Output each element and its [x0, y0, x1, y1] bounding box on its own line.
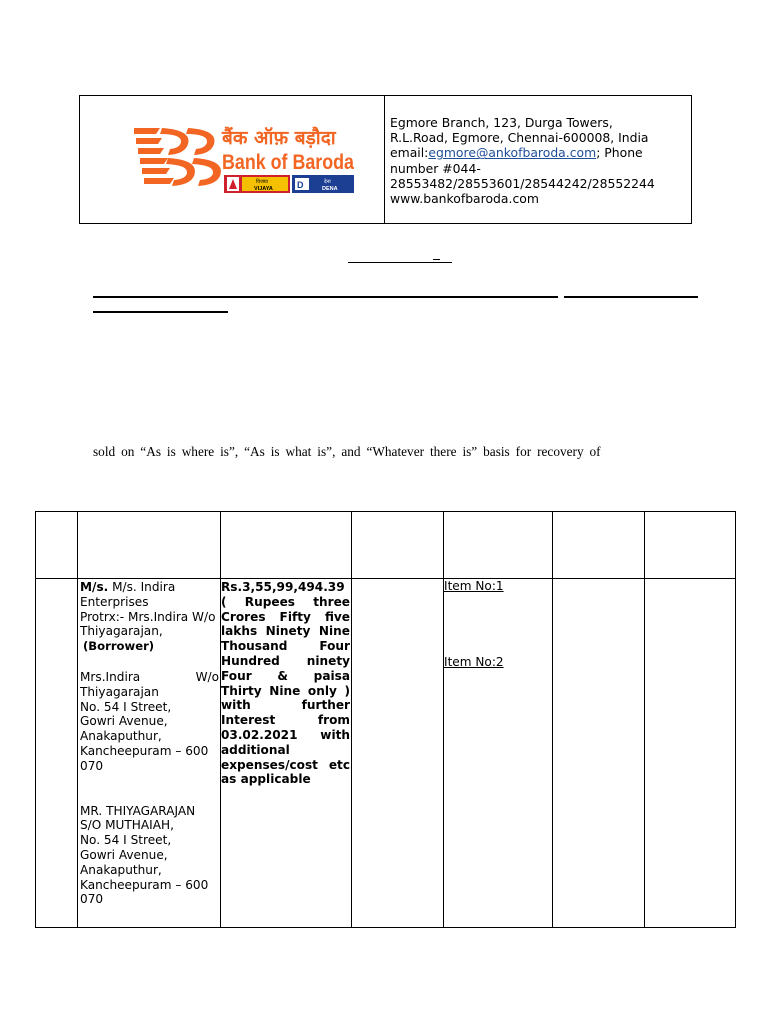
table-header-cell	[36, 512, 78, 579]
email-link[interactable]: egmore@ankofbaroda.com	[428, 145, 597, 161]
table-header-cell	[444, 512, 553, 579]
branch-address	[390, 115, 690, 206]
table-header-row	[36, 512, 736, 579]
table-header-cell	[78, 512, 221, 579]
address-2-line-3: Anakaputhur,	[80, 862, 162, 877]
empty-cell	[645, 579, 736, 928]
heading-underline-1	[93, 296, 558, 298]
bank-of-baroda-logo	[130, 124, 370, 199]
auction-table	[35, 511, 736, 928]
dena-hindi-text: देना	[324, 179, 331, 185]
dena-badge	[292, 175, 354, 193]
guarantor-2-name: MR. THIYAGARAJAN	[80, 803, 196, 818]
item-2-label: Item No:2	[444, 655, 504, 669]
address-1-line-3: Anakaputhur,	[80, 729, 162, 744]
serial-cell	[36, 579, 78, 928]
guarantor-1-spouse: Thiyagarajan	[80, 684, 159, 699]
table-header-cell	[553, 512, 645, 579]
website-text: www.bankofbaroda.com	[390, 191, 539, 207]
dena-text: DENA	[322, 186, 338, 192]
address-2-line-2: Gowri Avenue,	[80, 847, 168, 862]
table-header-cell	[645, 512, 736, 579]
title-underline	[348, 262, 452, 263]
address-2-line-1: No. 54 I Street,	[80, 833, 172, 848]
address-1-line-4: Kancheepuram – 600 070	[80, 743, 209, 773]
header-divider	[384, 96, 385, 223]
table-row	[36, 579, 736, 928]
table-header-cell	[352, 512, 444, 579]
baroda-sun-icon	[134, 128, 221, 186]
property-items-cell	[444, 579, 553, 928]
address-1-line-2: Gowri Avenue,	[80, 714, 168, 729]
vijaya-text: VIJAYA	[254, 186, 273, 192]
letterhead	[79, 95, 692, 224]
sale-basis-text: sold on “As is where is”, “As is what is”, and “Whatever there is” basis for recovery of	[93, 444, 601, 459]
guarantor-2-relation: S/O MUTHAIAH,	[80, 818, 174, 833]
logo-english-name: Bank of Baroda	[222, 151, 355, 174]
outstanding-amount-cell: Rs.3,55,99,494.39 ( Rupees three Crores Fifty five lakhs Ninety Nine Thousand Four Hundred ninety Four & paisa Thirty Nine only ) with further Interest from 03.02.2021 with additional expenses/cost etc as applicable	[221, 579, 352, 928]
branch-line-4: number #044-	[390, 160, 481, 176]
table-header-cell	[221, 512, 352, 579]
branch-line-1: Egmore Branch, 123, Durga Towers,	[390, 115, 613, 130]
proprietor-text: Protrx:- Mrs.Indira W/o Thiyagarajan,	[80, 609, 216, 639]
borrower-prefix: M/s.	[80, 580, 109, 594]
empty-cell	[352, 579, 444, 928]
guarantor-1-name: Mrs.Indira	[80, 669, 141, 684]
branch-line-2: R.L.Road, Egmore, Chennai-600008, India	[390, 130, 649, 146]
address-1-line-1: No. 54 I Street,	[80, 699, 172, 714]
email-label: email:	[390, 145, 429, 161]
heading-underline-2	[564, 296, 698, 298]
vijaya-badge	[224, 175, 290, 193]
logo-hindi-name: बैंक ऑफ़ बड़ौदा	[222, 127, 336, 149]
vijaya-hindi-text: विजया	[256, 179, 268, 185]
phone-label: ; Phone	[596, 145, 643, 161]
title-underline-mark	[433, 259, 440, 260]
empty-cell	[553, 579, 645, 928]
borrower-name: M/s. Indira Enterprises	[80, 580, 176, 609]
heading-underline-3	[93, 311, 228, 313]
guarantor-1-relation: W/o	[195, 669, 219, 684]
item-1-label: Item No:1	[444, 579, 504, 593]
phone-numbers: 28553482/28553601/28544242/28552244	[390, 175, 655, 191]
borrower-label: (Borrower)	[83, 639, 155, 654]
svg-text:D: D	[297, 180, 304, 190]
address-2-line-4: Kancheepuram – 600 070	[80, 877, 209, 907]
borrower-cell	[78, 579, 221, 928]
